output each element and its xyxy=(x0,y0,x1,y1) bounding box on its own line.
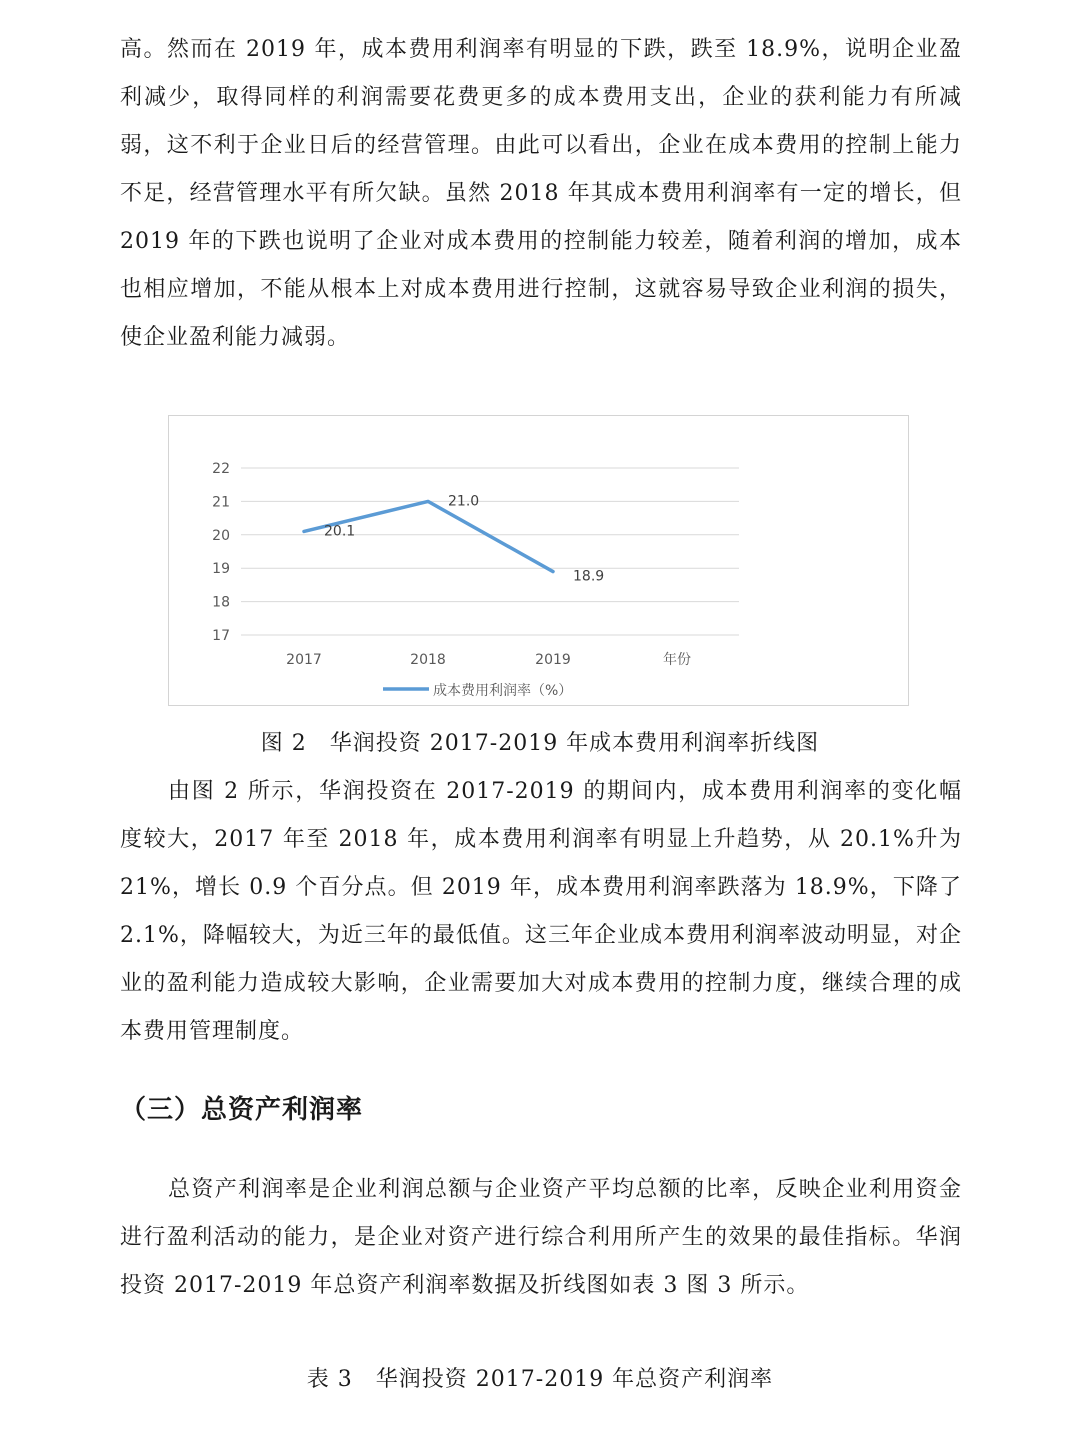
y-tick-label: 20 xyxy=(212,527,230,544)
data-label: 18.9 xyxy=(573,568,605,585)
y-tick-label: 17 xyxy=(212,628,230,644)
table-caption: 表 3 华润投资 2017-2019 年总资产利润率 xyxy=(306,1367,774,1392)
body-paragraph-3: 总资产利润率是企业利润总额与企业资产平均总额的比率，反映企业利用资金进行盈利活动的能力，是企业对资产进行综合利用所产生的效果的最佳指标。华润投资 2017-2019 年总资产利润率数据及折线图如表 3 图 3 所示。 xyxy=(120,1177,962,1298)
cost-profit-rate-line-chart xyxy=(168,415,909,706)
y-tick-label: 19 xyxy=(212,561,230,578)
y-tick-label: 21 xyxy=(212,494,230,511)
figure-caption: 图 2 华润投资 2017-2019 年成本费用利润率折线图 xyxy=(260,731,820,756)
x-tick-label: 2019 xyxy=(535,652,571,668)
data-label: 21.0 xyxy=(448,493,480,510)
body-paragraph-1: 高。然而在 2019 年，成本费用利润率有明显的下跌，跌至 18.9%，说明企业盈利减少，取得同样的利润需要花费更多的成本费用支出，企业的获利能力有所减弱，这不利于企业日后的经营管理。由此可以看出，企业在成本费用的控制上能力不足，经营管理水平有所欠缺。虽然 2018 年其成本费用利润率有一定的增长，但 2019 年的下跌也说明了企业对成本费用的控制能力较差，随着利润的增加，成本也相应增加，不能从根本上对成本费用进行控制，这就容易导致企业利润的损失，使企业盈利能力减弱。 xyxy=(120,37,962,350)
x-axis-title: 年份 xyxy=(663,652,691,668)
body-paragraph-2: 由图 2 所示，华润投资在 2017-2019 的期间内，成本费用利润率的变化幅度较大，2017 年至 2018 年，成本费用利润率有明显上升趋势，从 20.1%升为 21%，增长 0.9 个百分点。但 2019 年，成本费用利润率跌落为 18.9%，下降了 2.1%，降幅较大，为近三年的最低值。这三年企业成本费用利润率波动明显，对企业的盈利能力造成较大影响，企业需要加大对成本费用的控制力度，继续合理的成本费用管理制度。 xyxy=(120,779,962,1044)
y-tick-label: 18 xyxy=(212,594,230,611)
y-tick-label: 22 xyxy=(212,461,230,477)
x-tick-label: 2017 xyxy=(286,652,322,668)
x-tick-label: 2018 xyxy=(410,652,446,668)
chart-svg xyxy=(169,416,910,707)
legend-label: 成本费用利润率（%） xyxy=(433,683,573,699)
section-heading: （三）总资产利润率 xyxy=(120,1095,364,1125)
data-label: 20.1 xyxy=(324,523,356,540)
